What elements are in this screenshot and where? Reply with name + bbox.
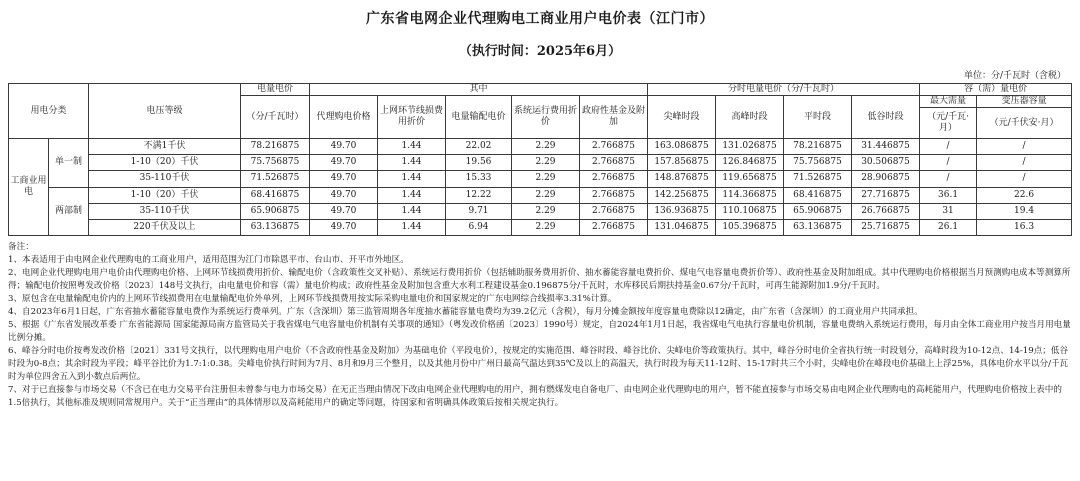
cell-energy-price: 68.416875	[241, 187, 310, 203]
cell-line-loss: 1.44	[378, 139, 446, 155]
table-row	[9, 219, 1072, 235]
cell-max-demand: /	[920, 139, 977, 155]
cell-sharp-peak: 136.936875	[648, 203, 716, 219]
cell-gov-fund: 2.766875	[580, 219, 648, 235]
header-gov-fund: 政府性基金及附加	[580, 96, 648, 139]
header-sharp-peak: 尖峰时段	[648, 96, 716, 139]
cell-energy-price: 63.136875	[241, 219, 310, 235]
cell-voltage: 220千伏及以上	[89, 219, 241, 235]
header-capacity-price: 容（需）量电价	[920, 84, 1072, 96]
cell-transmission: 15.33	[446, 171, 512, 187]
cell-agency-price: 49.70	[310, 219, 378, 235]
header-line-loss: 上网环节线损费用折价	[378, 96, 446, 139]
cell-energy-price: 75.756875	[241, 155, 310, 171]
cell-line-loss: 1.44	[378, 171, 446, 187]
cell-system-cost: 2.29	[512, 139, 580, 155]
cell-flat: 71.526875	[784, 171, 852, 187]
cell-valley: 28.906875	[852, 171, 920, 187]
cell-gov-fund: 2.766875	[580, 203, 648, 219]
header-transformer: 变压器容量	[977, 96, 1072, 108]
notes-section	[8, 241, 1072, 410]
cell-agency-price: 49.70	[310, 187, 378, 203]
note-item: 7、对于已直接参与市场交易（不含已在电力交易平台注册但未曾参与电力市场交易）在无正当理由情况下改由电网企业代理购电的用户，拥有燃煤发电自备电厂、由电网企业代理购电的用户，暂不能直接参与市场交易由电网企业代理购电的高耗能用户，代理购电价格按上表中的1.5倍执行，其他标准及规则同常规用户。关于“正当理由”的具体情形以及高耗能用户的确定等问题，待国家和省明确具体政策后按相关规定执行。	[8, 385, 1062, 408]
cell-system-cost: 2.29	[512, 219, 580, 235]
cell-valley: 30.506875	[852, 155, 920, 171]
cell-flat: 78.216875	[784, 139, 852, 155]
cell-voltage: 1-10（20）千伏	[89, 187, 241, 203]
cell-energy-price: 78.216875	[241, 139, 310, 155]
header-among: 其中	[310, 84, 648, 96]
header-flat: 平时段	[784, 96, 852, 139]
header-valley: 低谷时段	[852, 96, 920, 139]
table-row	[9, 155, 1072, 171]
header-max-demand: 最大需量	[920, 96, 977, 108]
note-item: 2、电网企业代理购电用户电价由代理购电价格、上网环节线损费用折价、输配电价（含政策性交叉补贴）、系统运行费用折价（包括辅助服务费用折价、抽水蓄能容量电费折价、煤电气电容量电费折价等）、政府性基金及附加组成。其中代理购电价格根据当月预测购电成本等测算所得；输配电价按照粤发改价格〔2023〕148号文执行，由电量电价和容（需）量电价构成；政府性基金及附加包含重大水利工程建设基金0.196875分/千瓦时，水库移民后期扶持基金0.67分/千瓦时，可再生能源附加1.9分/千瓦时。	[8, 268, 1071, 291]
cell-gov-fund: 2.766875	[580, 155, 648, 171]
note-item: 3、原包含在电量输配电价内的上网环节线损费用在电量输配电价外单列，上网环节线损费用按实际采购电量电价和国家规定的广东电网综合线损率3.31%计算。	[8, 294, 617, 304]
cell-transformer: /	[977, 155, 1072, 171]
cell-transmission: 12.22	[446, 187, 512, 203]
cell-max-demand: /	[920, 171, 977, 187]
cell-voltage: 35-110千伏	[89, 171, 241, 187]
cell-flat: 68.416875	[784, 187, 852, 203]
note-item: 1、本表适用于由电网企业代理购电的工商业用户，适用范围为江门市除恩平市、台山市、开平市外地区。	[8, 255, 409, 265]
cell-transmission: 19.56	[446, 155, 512, 171]
cell-transformer: /	[977, 171, 1072, 187]
header-max-demand-unit: （元/千瓦·月）	[920, 108, 977, 139]
cell-transformer: 22.6	[977, 187, 1072, 203]
header-transformer-unit: （元/千伏安·月）	[977, 108, 1072, 139]
cell-sharp-peak: 131.046875	[648, 219, 716, 235]
cell-max-demand: 36.1	[920, 187, 977, 203]
cell-gov-fund: 2.766875	[580, 187, 648, 203]
header-category: 用电分类	[9, 84, 89, 139]
cell-line-loss: 1.44	[378, 187, 446, 203]
header-system-cost: 系统运行费用折价	[512, 96, 580, 139]
cell-voltage: 不满1千伏	[89, 139, 241, 155]
header-agency-price: 代理购电价格	[310, 96, 378, 139]
cell-transmission: 22.02	[446, 139, 512, 155]
cell-voltage: 1-10（20）千伏	[89, 155, 241, 171]
cell-flat: 63.136875	[784, 219, 852, 235]
cell-peak: 110.106875	[716, 203, 784, 219]
cell-peak: 126.846875	[716, 155, 784, 171]
table-row	[9, 139, 1072, 155]
cell-max-demand: /	[920, 155, 977, 171]
table-row	[9, 203, 1072, 219]
cell-valley: 27.716875	[852, 187, 920, 203]
cell-valley: 31.446875	[852, 139, 920, 155]
header-voltage: 电压等级	[89, 84, 241, 139]
cell-voltage: 35-110千伏	[89, 203, 241, 219]
cell-agency-price: 49.70	[310, 203, 378, 219]
table-row	[9, 187, 1072, 203]
cell-gov-fund: 2.766875	[580, 171, 648, 187]
cell-energy-price: 65.906875	[241, 203, 310, 219]
price-table	[8, 83, 1072, 236]
cell-flat: 75.756875	[784, 155, 852, 171]
cell-sharp-peak: 142.256875	[648, 187, 716, 203]
cell-transformer: /	[977, 139, 1072, 155]
cell-system-cost: 2.29	[512, 203, 580, 219]
cell-system-cost: 2.29	[512, 171, 580, 187]
cell-gov-fund: 2.766875	[580, 139, 648, 155]
category-single-part: 单一制	[49, 139, 89, 188]
cell-transmission: 6.94	[446, 219, 512, 235]
cell-line-loss: 1.44	[378, 203, 446, 219]
page-title: 广东省电网企业代理购电工商业用户电价表（江门市）	[366, 11, 714, 27]
effective-date: （执行时间：2025年6月）	[458, 44, 622, 59]
cell-line-loss: 1.44	[378, 219, 446, 235]
cell-max-demand: 26.1	[920, 219, 977, 235]
cell-sharp-peak: 148.876875	[648, 171, 716, 187]
note-item: 6、峰谷分时电价按粤发改价格〔2021〕331号文执行，以代理购电用户电价（不含政府性基金及附加）为基础电价（平段电价），按规定的实施范围、峰谷时段、峰谷比价、尖峰电价等政策执行。其中，峰谷分时电价全省执行统一时段划分，高峰时段为10-12点、14-19点；低谷时段为0-8点；其余时段为平段；峰平谷比价为1.7:1:0.38。尖峰电价执行时间为7月、8月和9月三个整月，以及其他月份中广州日最高气温达到35℃及以上的高温天，执行时段为每天11-12时、15-17时共三个小时，尖峰电价在峰段电价基础上上浮25%，具体电价水平以分/千瓦时为单位四舍五入到小数点后两位。	[8, 346, 1069, 382]
cell-system-cost: 2.29	[512, 187, 580, 203]
cell-max-demand: 31	[920, 203, 977, 219]
cell-transmission: 9.71	[446, 203, 512, 219]
notes-heading: 备注：	[8, 242, 34, 252]
header-peak: 高峰时段	[716, 96, 784, 139]
cell-energy-price: 71.526875	[241, 171, 310, 187]
cell-agency-price: 49.70	[310, 171, 378, 187]
cell-system-cost: 2.29	[512, 155, 580, 171]
unit-note: 单位：分/千瓦时（含税）	[963, 71, 1066, 81]
cell-line-loss: 1.44	[378, 155, 446, 171]
cell-flat: 65.906875	[784, 203, 852, 219]
cell-transformer: 19.4	[977, 203, 1072, 219]
cell-peak: 114.366875	[716, 187, 784, 203]
cell-transformer: 16.3	[977, 219, 1072, 235]
note-item: 5、根据《广东省发展改革委 广东省能源局 国家能源局南方监管局关于我省煤电气电容量电价机制有关事项的通知》（粤发改价格函〔2023〕1990号）规定，自2024年1月1日起，我省煤电气电执行容量电价机制，容量电费纳入系统运行费用，每月由全体工商业用户按当月用电量比例分摊。	[8, 320, 1071, 343]
header-tou-price: 分时电量电价（分/千瓦时）	[648, 84, 920, 96]
cell-valley: 26.766875	[852, 203, 920, 219]
cell-agency-price: 49.70	[310, 139, 378, 155]
cell-agency-price: 49.70	[310, 155, 378, 171]
header-transmission: 电量输配电价	[446, 96, 512, 139]
category-two-part: 两部制	[49, 187, 89, 236]
header-energy-price: 电量电价	[241, 84, 310, 96]
cell-sharp-peak: 163.086875	[648, 139, 716, 155]
cell-peak: 105.396875	[716, 219, 784, 235]
category-commercial: 工商业用电	[9, 139, 49, 236]
note-item: 4、自2023年6月1日起，广东省抽水蓄能容量电费作为系统运行费单列。广东（含深圳）第三监管周期各年度抽水蓄能容量电费均为39.2亿元（含税），每月分摊金额按年度容量电费除以12确定，由广东省（含深圳）的工商业用户共同承担。	[8, 307, 923, 317]
header-energy-unit: （分/千瓦时）	[241, 96, 310, 139]
cell-peak: 119.656875	[716, 171, 784, 187]
cell-peak: 131.026875	[716, 139, 784, 155]
table-row	[9, 171, 1072, 187]
cell-valley: 25.716875	[852, 219, 920, 235]
cell-sharp-peak: 157.856875	[648, 155, 716, 171]
